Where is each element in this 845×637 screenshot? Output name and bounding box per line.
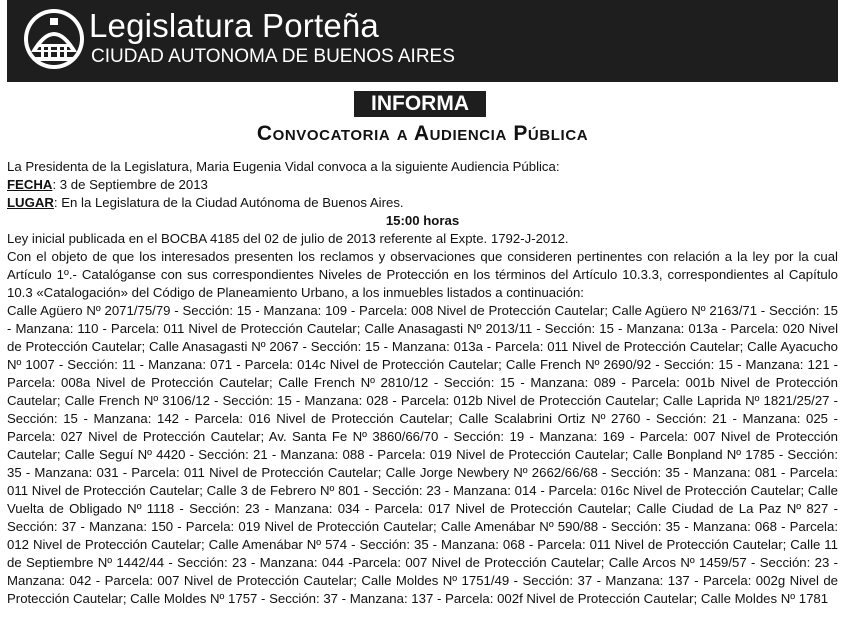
ley-text: Ley inicial publicada en el BOCBA 4185 del 02 de julio de 2013 referente al Expte. 1792-J-2012. bbox=[7, 231, 569, 246]
lugar-value: : En la Legislatura de la Ciudad Autónoma de Buenos Aires. bbox=[53, 195, 404, 210]
legislature-building-icon bbox=[23, 8, 85, 70]
objeto-text: Con el objeto de que los interesados presenten los reclamos y observaciones que consideren pertinentes con relación a la ley por la cual Artículo 1º.- Catalóganse con sus correspondientes Niveles de Protección en los términos del Artículo 10.3.3, correspondientes al Capítulo 10.3 «Catalogación» del Código de Planeamiento Urbano, a los inmuebles listados a continuación: bbox=[7, 249, 838, 300]
header-title: Legislatura Porteña bbox=[89, 7, 379, 44]
lugar-line bbox=[7, 194, 838, 212]
intro-text: La Presidenta de la Legislatura, Maria Eugenia Vidal convoca a la siguiente Audiencia Pública: bbox=[7, 159, 560, 174]
document-title: Convocatoria a Audiencia Pública bbox=[256, 122, 589, 145]
fecha-value: : 3 de Septiembre de 2013 bbox=[52, 177, 208, 192]
inmuebles-list: Calle Agüero Nº 2071/75/79 - Sección: 15 - Manzana: 109 - Parcela: 008 Nivel de Protección Cautelar; Calle Agüero Nº 2163/71 - Sección: 15 - Manzana: 110 - Parcela: 011 Nivel de Protección Cautelar; Calle Anasagasti Nº 2013/11 - Sección: 15 - Manzana: 013a - Parcela: 020 Nivel de Protección Cautelar; Calle Anasagasti Nº 2067 - Sección: 15 - Manzana: 013a - Parcela: 011 Nivel de Protección Cautelar; Calle Ayacucho Nº 1007 - Sección: 11 - Manzana: 071 - Parcela: 014c Nivel de Protección Cautelar; Calle French Nº 2690/92 - Sección: 15 - Manzana: 121 - Parcela: 008a Nivel de Protección Cautelar; Calle French Nº 2810/12 - Sección: 15 - Manzana: 089 - Parcela: 001b Nivel de Protección Cautelar; Calle French Nº 3106/12 - Sección: 15 - Manzana: 028 - Parcela: 012b Nivel de Protección Cautelar; Calle Laprida Nº 1821/25/27 - Sección: 15 - Manzana: 142 - Parcela: 016 Nivel de Protección Cautelar; Calle Scalabrini Ortiz Nº 2760 - Sección: 21 - Manzana: 025 - Parcela: 027 Nivel de Protección Cautelar; Av. Santa Fe Nº 3860/66/70 - Sección: 19 - Manzana: 169 - Parcela: 007 Nivel de Protección Cautelar; Calle Seguí Nº 4420 - Sección: 21 - Manzana: 088 - Parcela: 019 Nivel de Protección Cautelar; Calle Bonpland Nº 1785 - Sección: 35 - Manzana: 031 - Parcela: 011 Nivel de Protección Cautelar; Calle Jorge Newbery Nº 2662/66/68 - Sección: 35 - Manzana: 081 - Parcela: 011 Nivel de Protección Cautelar; Calle 3 de Febrero Nº 801 - Sección: 23 - Manzana: 014 - Parcela: 016c Nivel de Protección Cautelar; Calle Vuelta de Obligado Nº 1118 - Sección: 23 - Manzana: 034 - Parcela: 017 Nivel de Protección Cautelar; Calle Ciudad de La Paz Nº 827 - Sección: 37 - Manzana: 150 - Parcela: 019 Nivel de Protección Cautelar; Calle Amenábar Nº 590/88 - Sección: 35 - Manzana: 068 - Parcela: 012 Nivel de Protección Cautelar; Calle Amenábar Nº 574 - Sección: 35 - Manzana: 068 - Parcela: 011 Nivel de Protección Cautelar; Calle 11 de Septiembre Nº 1442/44 - Sección: 23 - Manzana: 044 -Parcela: 007 Nivel de Protección Cautelar; Calle Arcos Nº 1459/57 - Sección: 23 - Manzana: 042 - Parcela: 007 Nivel de Protección Cautelar; Calle Moldes Nº 1751/49 - Sección: 37 - Manzana: 137 - Parcela: 002g Nivel de Protección Cautelar; Calle Moldes Nº 1757 - Sección: 37 - Manzana: 137 - Parcela: 002f Nivel de Protección Cautelar; Calle Moldes Nº 1781 bbox=[7, 303, 838, 606]
informa-badge: INFORMA bbox=[354, 91, 486, 117]
fecha-label: FECHA bbox=[7, 177, 53, 192]
lugar-label: LUGAR bbox=[7, 195, 54, 210]
hora-line: 15:00 horas bbox=[385, 213, 460, 228]
header-banner bbox=[7, 0, 838, 82]
document-body bbox=[7, 158, 838, 608]
header-subtitle: CIUDAD AUTONOMA DE BUENOS AIRES bbox=[91, 46, 455, 67]
fecha-line bbox=[7, 176, 838, 194]
